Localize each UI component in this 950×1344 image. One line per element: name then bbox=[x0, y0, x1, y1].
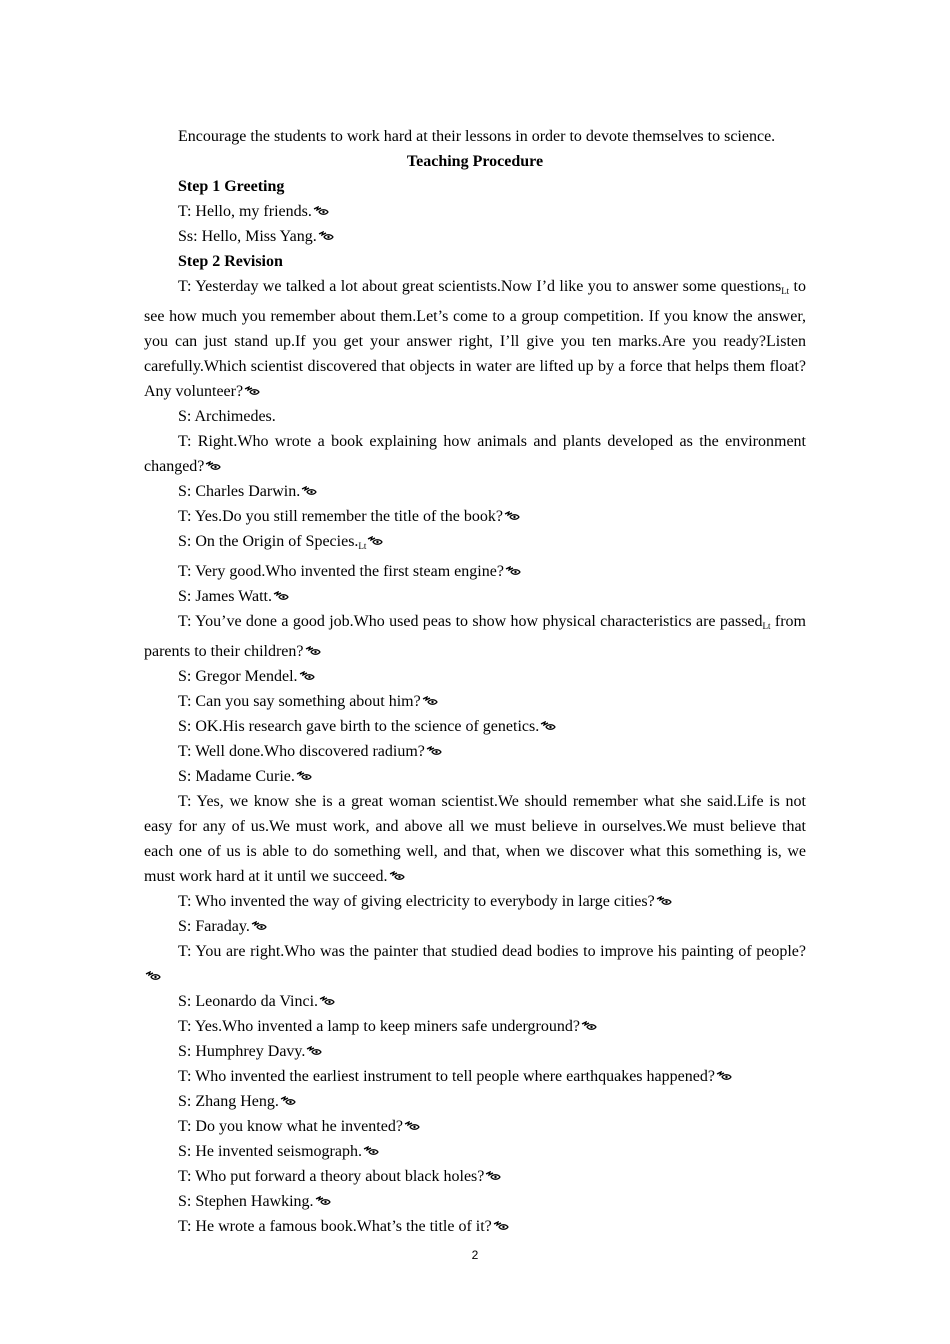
page-number: 2 bbox=[471, 1248, 479, 1262]
dialogue-line: T: You’ve done a good job.Who used peas to show how physical characteristics are passedLt from parents to their children? bbox=[144, 613, 806, 660]
dialogue-line: S: Gregor Mendel. bbox=[144, 664, 806, 689]
dialogue-line: T: Yes, we know she is a great woman scientist.We should remember what she said.Life is not easy for any of us.We must work, and above all we must believe in ourselves.We must believe that each one of us is able to do something well, and that, when we discover what this something is, we must work hard at it until we succeed. bbox=[144, 793, 806, 885]
arrow-mark-icon bbox=[273, 591, 290, 602]
arrow-mark-icon bbox=[363, 1146, 380, 1157]
dialogue-line: T: Who invented the way of giving electricity to everybody in large cities? bbox=[144, 889, 806, 914]
dialogue-line: T: Yes.Do you still remember the title of the book? bbox=[144, 504, 806, 529]
arrow-mark-icon bbox=[305, 646, 322, 657]
step1-heading: Step 1 Greeting bbox=[178, 178, 285, 195]
dialogue-line: T: Do you know what he invented? bbox=[144, 1114, 806, 1139]
dialogue-line: T: You are right.Who was the painter that studied dead bodies to improve his painting of people? bbox=[144, 939, 806, 989]
arrow-mark-icon bbox=[280, 1096, 297, 1107]
arrow-mark-icon bbox=[540, 721, 557, 732]
section-title: Teaching Procedure bbox=[406, 153, 544, 170]
dialogue-line: T: Well done.Who discovered radium? bbox=[144, 739, 806, 764]
arrow-mark-icon bbox=[313, 206, 330, 217]
dialogue-line: S: Charles Darwin. bbox=[144, 479, 806, 504]
dialogue-line: S: Zhang Heng. bbox=[144, 1089, 806, 1114]
dialogue-line: S: On the Origin of Species.Lt bbox=[144, 529, 806, 559]
dialogue-line: S: Leonardo da Vinci. bbox=[144, 989, 806, 1014]
arrow-mark-icon bbox=[367, 536, 384, 547]
arrow-mark-icon bbox=[299, 671, 316, 682]
arrow-mark-icon bbox=[426, 746, 443, 757]
arrow-mark-icon bbox=[244, 386, 261, 397]
dialogue-line: T: Yesterday we talked a lot about great scientists.Now I’d like you to answer some questionsLt to see how much you remember about them.Let’s come to a group competition. If you know the answer, you can just stand up.If you get your answer right, I’ll give you ten marks.Are you ready?Listen carefully.Which scientist discovered that objects in water are lifted up by a force that helps them float?Any volunteer? bbox=[144, 278, 806, 400]
arrow-mark-icon bbox=[145, 971, 162, 982]
break-mark-icon: Lt bbox=[781, 286, 790, 296]
arrow-mark-icon bbox=[389, 871, 406, 882]
dialogue-line: S: James Watt. bbox=[144, 584, 806, 609]
arrow-mark-icon bbox=[493, 1221, 510, 1232]
dialogue-line: S: OK.His research gave birth to the science of genetics. bbox=[144, 714, 806, 739]
dialogue-line: S: He invented seismograph. bbox=[144, 1139, 806, 1164]
arrow-mark-icon bbox=[716, 1071, 733, 1082]
dialogue-line: T: Yes.Who invented a lamp to keep miners safe underground? bbox=[144, 1014, 806, 1039]
arrow-mark-icon bbox=[422, 696, 439, 707]
dialogue-line: T: Very good.Who invented the first steam engine? bbox=[144, 559, 806, 584]
arrow-mark-icon bbox=[319, 996, 336, 1007]
dialogue-line: S: Madame Curie. bbox=[144, 764, 806, 789]
dialogue-line: S: Stephen Hawking. bbox=[144, 1189, 806, 1214]
arrow-mark-icon bbox=[251, 921, 268, 932]
arrow-mark-icon bbox=[296, 771, 313, 782]
dialogue-line: T: Who put forward a theory about black holes? bbox=[144, 1164, 806, 1189]
arrow-mark-icon bbox=[318, 231, 335, 242]
arrow-mark-icon bbox=[205, 461, 222, 472]
dialogue-line: T: Right.Who wrote a book explaining how animals and plants developed as the environment changed? bbox=[144, 433, 806, 475]
dialogue-line: T: He wrote a famous book.What’s the title of it? bbox=[144, 1214, 806, 1239]
document-body bbox=[144, 124, 806, 1239]
dialogue-line: S: Faraday. bbox=[144, 914, 806, 939]
break-mark-icon: Lt bbox=[762, 621, 771, 631]
dialogue-line: T: Can you say something about him? bbox=[144, 689, 806, 714]
break-mark-icon: Lt bbox=[358, 541, 367, 551]
step2-heading: Step 2 Revision bbox=[178, 253, 283, 270]
arrow-mark-icon bbox=[581, 1021, 598, 1032]
arrow-mark-icon bbox=[485, 1171, 502, 1182]
dialogue-line: T: Who invented the earliest instrument to tell people where earthquakes happened? bbox=[144, 1064, 806, 1089]
arrow-mark-icon bbox=[404, 1121, 421, 1132]
dialogue-line: S: Archimedes. bbox=[178, 408, 276, 425]
arrow-mark-icon bbox=[505, 566, 522, 577]
arrow-mark-icon bbox=[315, 1196, 332, 1207]
arrow-mark-icon bbox=[656, 896, 673, 907]
objective-text: Encourage the students to work hard at their lessons in order to devote themselves to science. bbox=[178, 128, 776, 145]
arrow-mark-icon bbox=[504, 511, 521, 522]
arrow-mark-icon bbox=[306, 1046, 323, 1057]
arrow-mark-icon bbox=[301, 486, 318, 497]
dialogue-line: S: Humphrey Davy. bbox=[144, 1039, 806, 1064]
dialogue-line: Ss: Hello, Miss Yang. bbox=[144, 224, 806, 249]
dialogue-line: T: Hello, my friends. bbox=[144, 199, 806, 224]
